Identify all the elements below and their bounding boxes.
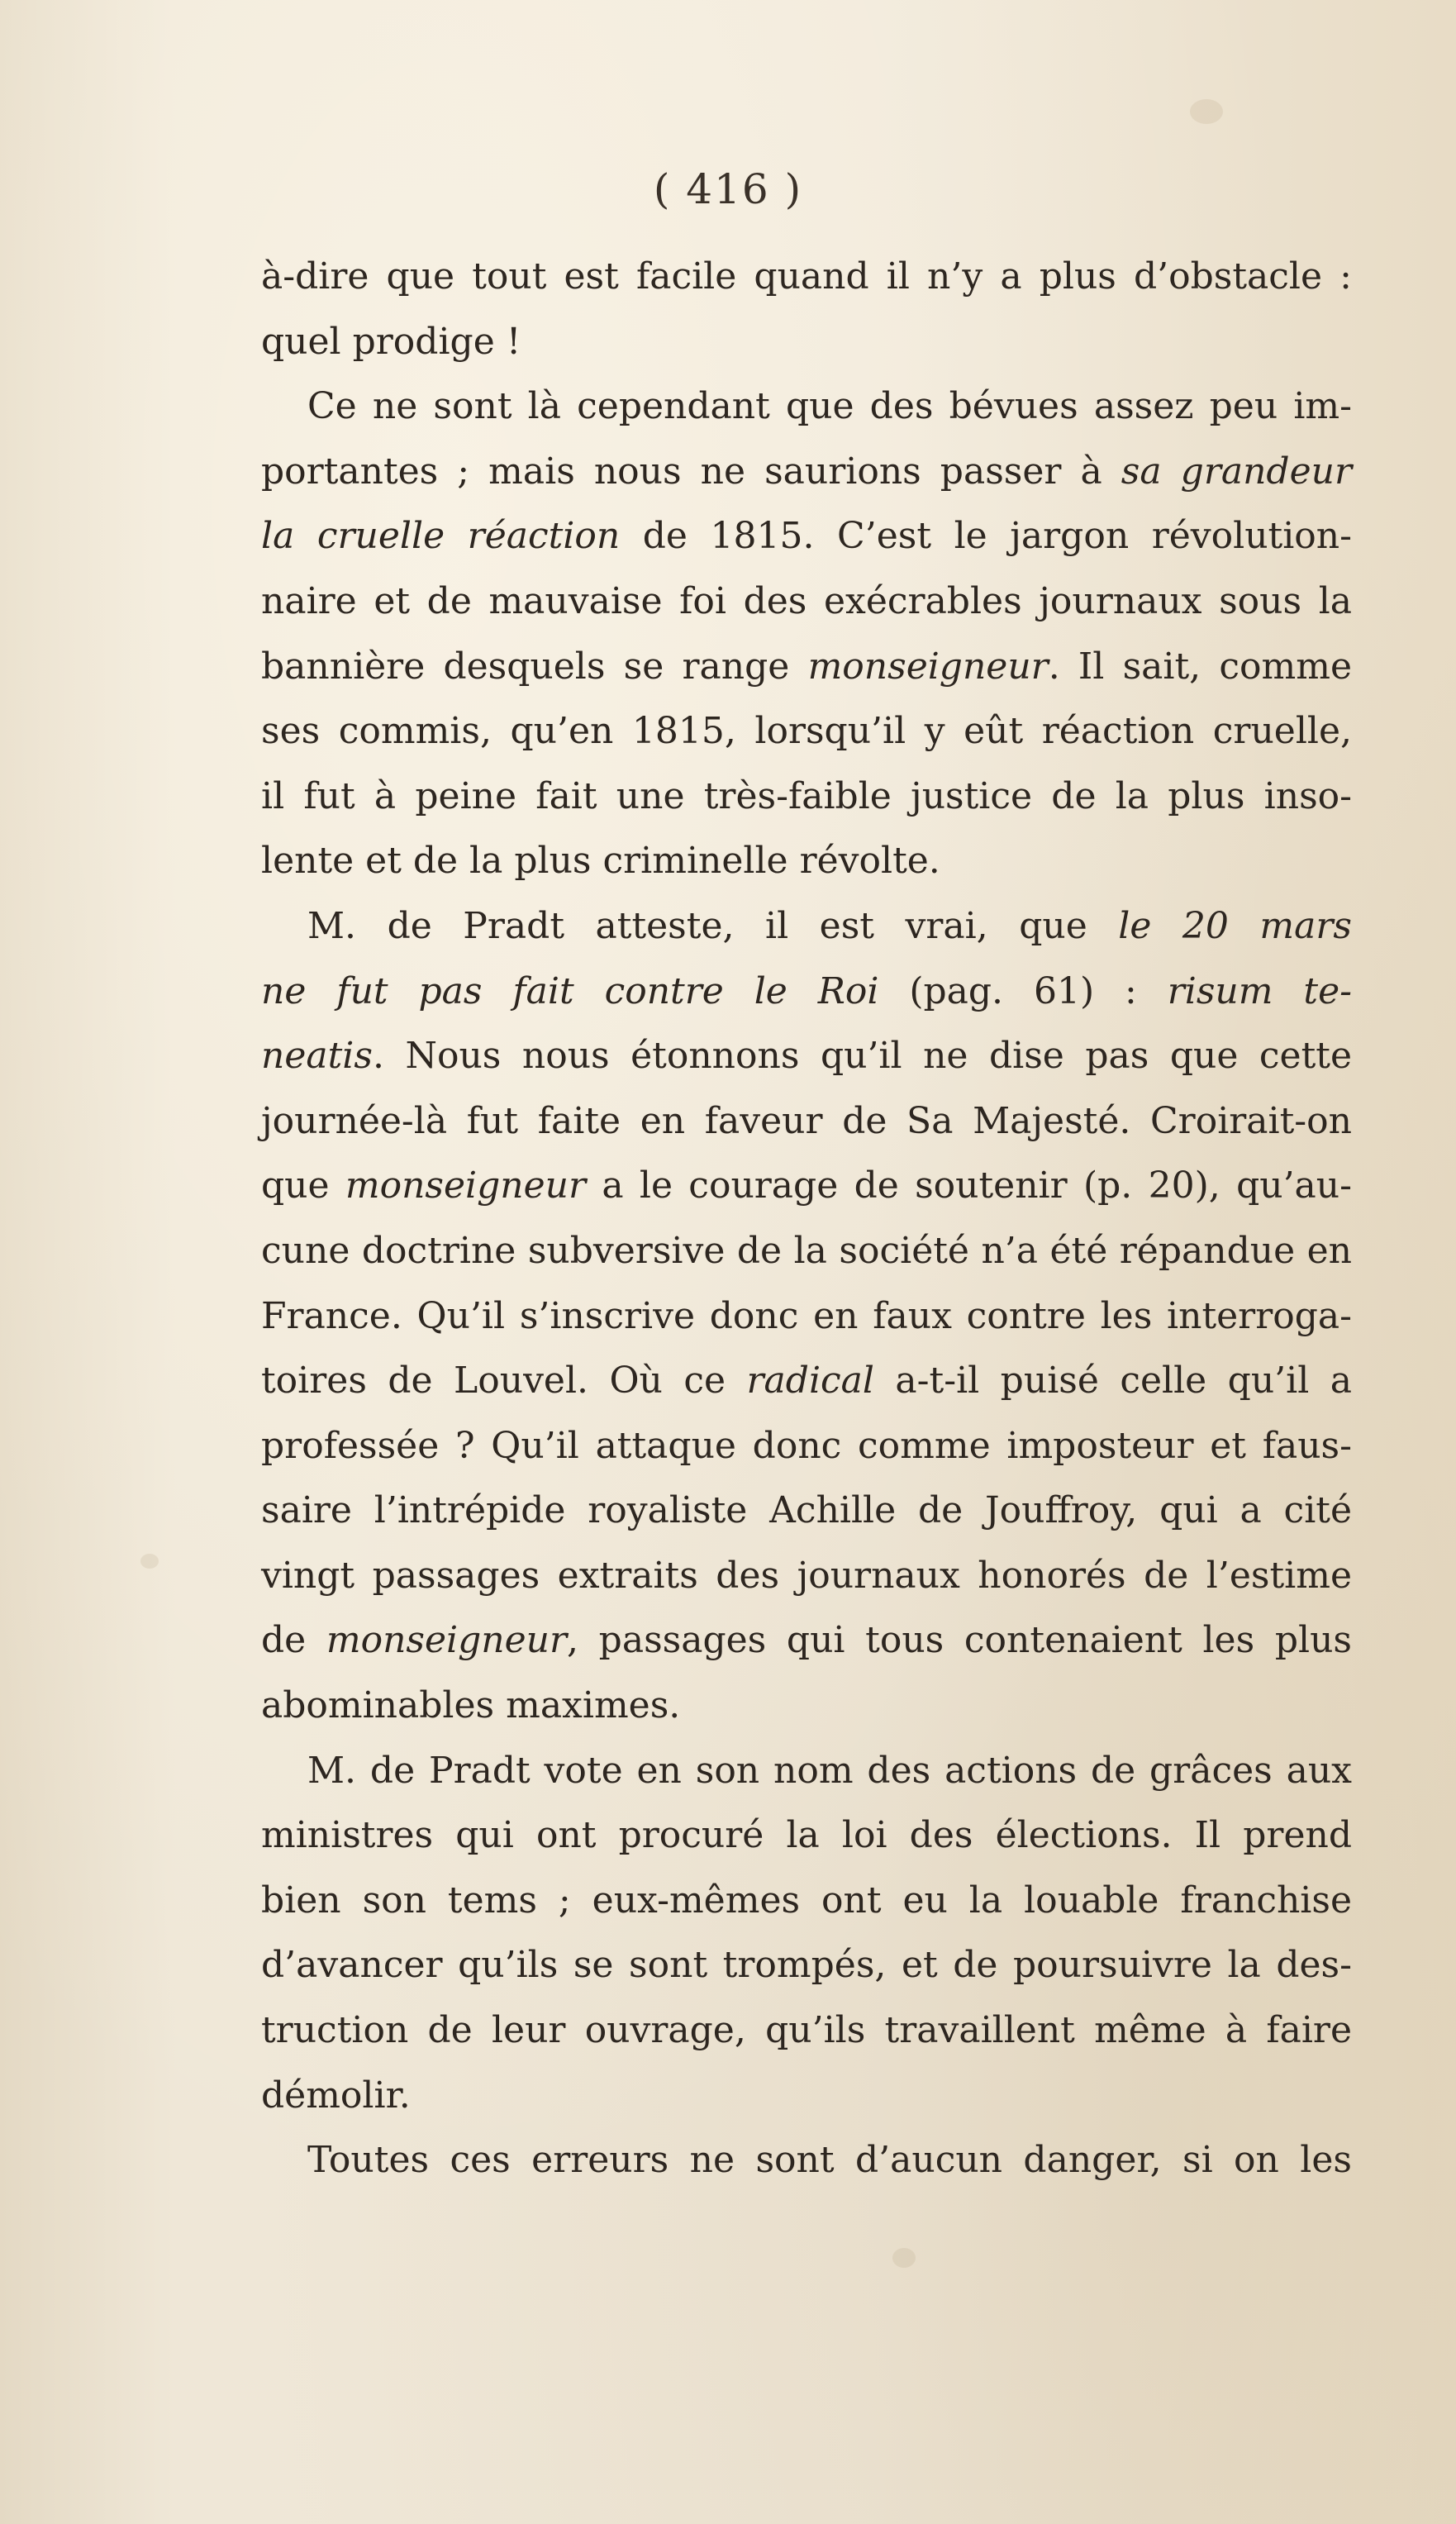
text-segment: lente et de la plus criminelle révolte. — [261, 840, 940, 883]
italic-text: neatis — [261, 1035, 373, 1078]
text-segment: saire l’intrépide royaliste Achille de Jouffroy, qui a cité — [261, 1489, 1352, 1532]
text-segment: truction de leur ouvrage, qu’ils travaillent même à faire — [261, 2009, 1352, 2052]
text-line — [261, 310, 1352, 375]
text-segment: , passages qui tous contenaient les plus — [567, 1619, 1352, 1662]
text-segment: portantes ; mais nous ne saurions passer à — [261, 450, 1121, 493]
text-line — [261, 635, 1352, 700]
text-segment: naire et de mauvaise foi des exécrables journaux sous la — [261, 579, 1352, 622]
text-line — [261, 2128, 1352, 2193]
text-segment: ses commis, qu’en 1815, lorsqu’il y eût réaction cruelle, — [261, 710, 1352, 753]
text-segment: de 1815. C’est le jargon révolution- — [620, 515, 1352, 558]
text-segment: a le courage de soutenir (p. 20), qu’au- — [586, 1164, 1352, 1207]
text-line — [261, 960, 1352, 1025]
text-segment: à-dire que tout est facile quand il n’y a plus d’obstacle : — [261, 255, 1352, 298]
text-line — [261, 829, 1352, 894]
text-line — [261, 699, 1352, 764]
text-segment: quel prodige ! — [261, 320, 521, 363]
text-line — [261, 1024, 1352, 1089]
italic-text: le 20 mars — [1118, 904, 1353, 947]
text-line — [261, 1089, 1352, 1155]
italic-text: la cruelle réaction — [261, 515, 621, 558]
italic-text: monseigneur — [807, 645, 1049, 688]
text-line — [261, 374, 1352, 440]
text-line — [261, 2064, 1352, 2129]
text-segment: il fut à peine fait une très-faible justice de la plus inso- — [261, 774, 1352, 817]
text-line — [261, 1349, 1352, 1414]
italic-text: monseigneur — [326, 1619, 568, 1662]
italic-text: monseigneur — [345, 1164, 587, 1207]
text-segment: (pag. 61) : — [878, 969, 1168, 1012]
italic-text: sa grandeur — [1121, 450, 1352, 493]
text-segment: vingt passages extraits des journaux honorés de l’estime — [261, 1554, 1352, 1597]
text-line — [261, 1479, 1352, 1544]
text-segment: Ce ne sont là cependant que des bévues assez peu im- — [307, 385, 1352, 428]
italic-text: ne fut pas fait contre le Roi — [261, 969, 879, 1012]
page-number: ( 416 ) — [653, 165, 803, 213]
text-segment: France. Qu’il s’inscrive donc en faux contre les interroga- — [261, 1294, 1352, 1337]
text-segment: que — [261, 1164, 345, 1207]
text-segment: cune doctrine subversive de la société n’a été répandue en — [261, 1229, 1352, 1272]
body-text — [261, 245, 1352, 2193]
text-segment: bannière desquels se range — [261, 645, 808, 688]
text-segment: d’avancer qu’ils se sont trompés, et de poursuivre la des- — [261, 1944, 1352, 1987]
text-segment: toires de Louvel. Où ce — [261, 1360, 747, 1402]
text-segment: Toutes ces erreurs ne sont d’aucun danger, si on les — [307, 2139, 1352, 2182]
text-line — [261, 1998, 1352, 2064]
text-segment: a-t-il puisé celle qu’il a — [873, 1360, 1352, 1402]
text-line — [261, 1674, 1352, 1739]
italic-text: radical — [746, 1360, 874, 1402]
text-segment: ministres qui ont procuré la loi des élections. Il prend — [261, 1814, 1352, 1857]
text-segment: M. de Pradt atteste, il est vrai, que — [307, 904, 1119, 947]
text-line — [261, 569, 1352, 635]
text-segment: . Nous nous étonnons qu’il ne dise pas que cette — [372, 1035, 1352, 1078]
paper-stain — [1190, 99, 1223, 124]
text-line — [261, 1219, 1352, 1284]
text-line — [261, 1154, 1352, 1219]
text-line — [261, 1739, 1352, 1804]
text-line — [261, 1284, 1352, 1350]
text-line — [261, 1803, 1352, 1869]
text-line — [261, 504, 1352, 569]
text-segment: de — [261, 1619, 326, 1662]
text-line — [261, 440, 1352, 505]
text-segment: . Il sait, comme — [1048, 645, 1352, 688]
text-segment: démolir. — [261, 2074, 411, 2117]
text-line — [261, 1869, 1352, 1934]
text-line — [261, 894, 1352, 960]
text-line — [261, 1544, 1352, 1609]
text-segment: bien son tems ; eux-mêmes ont eu la louable franchise — [261, 1879, 1352, 1922]
text-line — [261, 1608, 1352, 1674]
text-segment: abominables maximes. — [261, 1684, 681, 1727]
text-line — [261, 1933, 1352, 1998]
text-segment: professée ? Qu’il attaque donc comme imposteur et faus- — [261, 1424, 1352, 1467]
text-line — [261, 245, 1352, 310]
italic-text: risum te- — [1167, 969, 1352, 1012]
text-segment: journée-là fut faite en faveur de Sa Majesté. Croirait-on — [261, 1099, 1352, 1142]
text-line — [261, 764, 1352, 830]
text-segment: M. de Pradt vote en son nom des actions de grâces aux — [307, 1749, 1352, 1792]
paper-stain — [892, 2248, 916, 2268]
text-line — [261, 1414, 1352, 1479]
paper-stain — [140, 1554, 159, 1569]
